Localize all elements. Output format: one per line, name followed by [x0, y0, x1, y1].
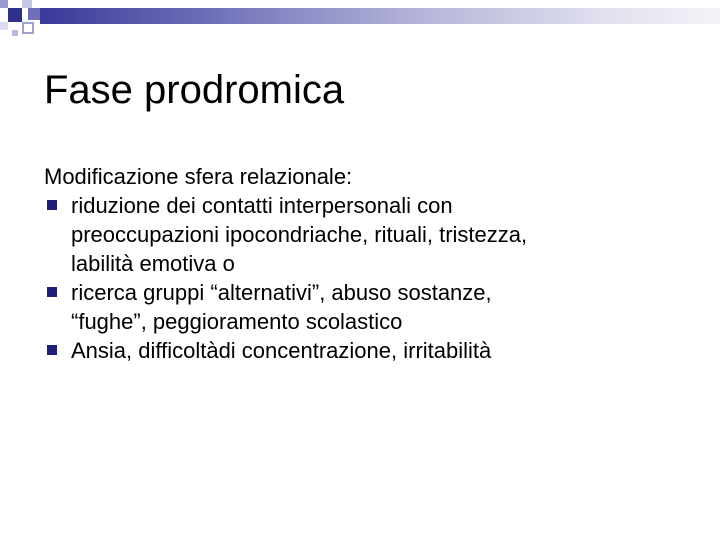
bullet-item	[44, 191, 684, 278]
bullet-item	[44, 336, 684, 365]
bullet-text-line: labilità emotiva o	[71, 251, 235, 276]
decorative-square	[22, 0, 32, 8]
slide-body	[44, 162, 684, 365]
bullet-item	[44, 278, 684, 336]
bullet-text-line: riduzione dei contatti interpersonali con	[71, 193, 453, 218]
intro-text: Modificazione sfera relazionale:	[44, 164, 353, 189]
slide-title: Fase prodromica	[44, 68, 345, 112]
square-bullet-icon	[47, 287, 57, 297]
bullet-list	[44, 191, 684, 365]
bullet-text-line: Ansia, difficoltàdi concentrazione, irritabilità	[71, 338, 492, 363]
square-bullet-icon	[47, 200, 57, 210]
decorative-header-band	[0, 0, 720, 46]
decorative-square	[0, 0, 8, 8]
bullet-text-line: ricerca gruppi “alternativi”, abuso sostanze,	[71, 280, 492, 305]
bullet-text-line: preoccupazioni ipocondriache, rituali, tristezza,	[71, 222, 528, 247]
decorative-square	[8, 8, 22, 22]
decorative-square	[0, 22, 8, 30]
decorative-square	[12, 30, 18, 36]
decorative-square	[22, 22, 34, 34]
square-bullet-icon	[47, 345, 57, 355]
decorative-square	[28, 8, 40, 20]
gradient-stripe	[40, 8, 720, 24]
bullet-text-line: “fughe”, peggioramento scolastico	[71, 309, 403, 334]
